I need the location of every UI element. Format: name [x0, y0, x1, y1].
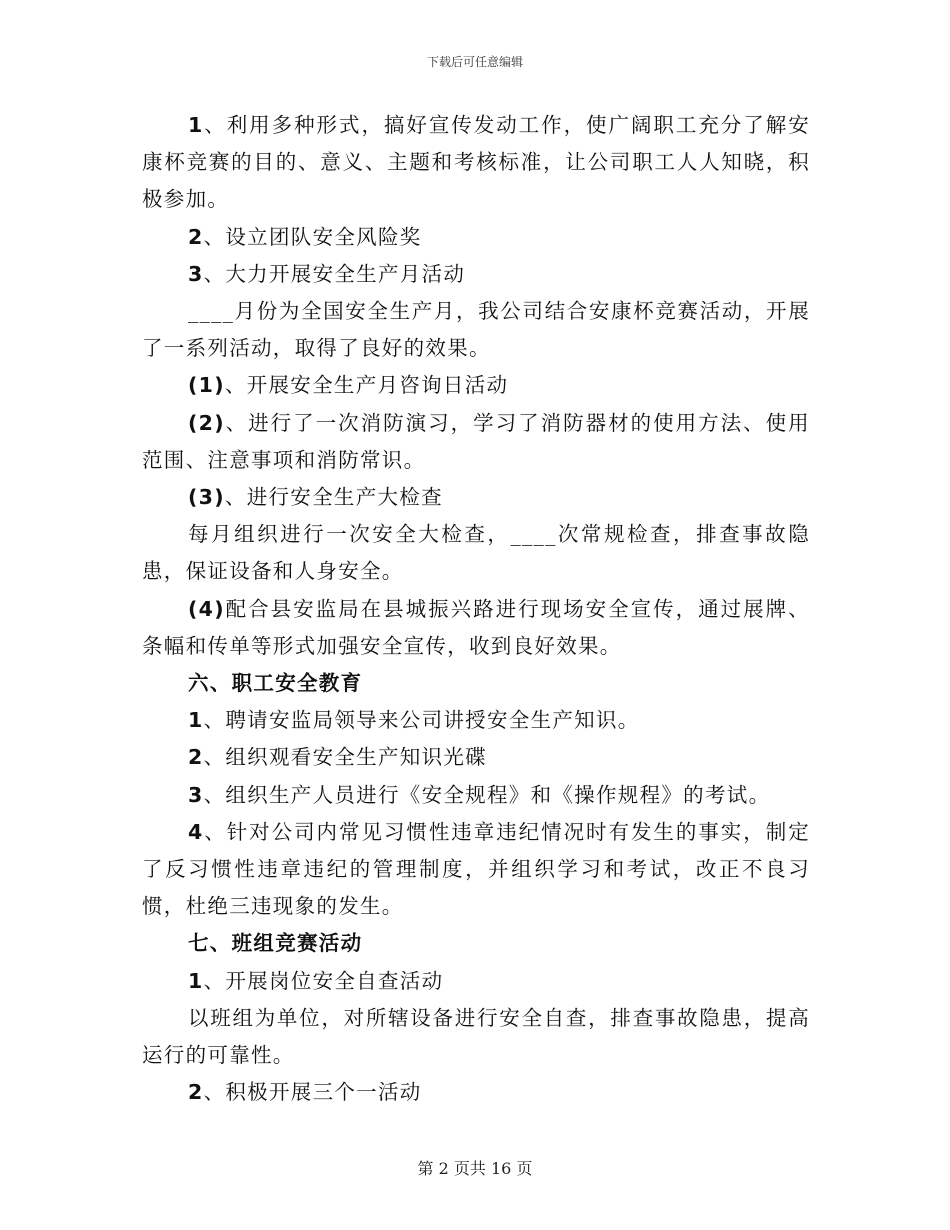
paragraph-text: 、开展安全生产月咨询日活动	[224, 373, 509, 398]
paragraph	[142, 1000, 810, 1074]
item-number: 2	[188, 1080, 204, 1105]
item-number: 1	[188, 968, 204, 993]
item-number: 1	[188, 708, 204, 733]
item-number: 3	[188, 261, 204, 286]
paragraph	[142, 777, 810, 814]
paragraph-text: 、大力开展安全生产月活动	[203, 261, 466, 286]
paragraph	[142, 516, 810, 590]
paragraph-text: 、设立团队安全风险奖	[203, 224, 422, 249]
item-number: 1	[188, 113, 204, 137]
paragraph-text: 、组织生产人员进行《安全规程》和《操作规程》的考试。	[203, 782, 771, 807]
paragraph-text: 、进行了一次消防演习，学习了消防器材的使用方法、使用范围、注意事项和消防常识。	[142, 410, 810, 472]
paragraph	[142, 405, 810, 479]
page-header: 下载后可任意编辑	[426, 55, 523, 69]
paragraph	[142, 591, 810, 665]
item-number: 3	[188, 782, 204, 807]
paragraph	[142, 107, 810, 219]
item-number: (1)	[188, 373, 225, 398]
paragraph-text: 、利用多种形式，搞好宣传发动工作，使广阔职工充分了解安康杯竞赛的目的、意义、主题和考核标准，让公司职工人人知晓，积极参加。	[142, 113, 810, 212]
paragraph	[142, 702, 810, 739]
paragraph-text: 、聘请安监局领导来公司讲授安全生产知识。	[203, 708, 640, 733]
paragraph-text: 、进行安全生产大检查	[224, 485, 443, 510]
paragraph-text: 以班组为单位，对所辖设备进行安全自查，排查事故隐患，提高运行的可靠性。	[142, 1005, 810, 1068]
section-heading	[142, 925, 810, 962]
paragraph	[142, 739, 810, 776]
paragraph-text: ____月份为全国安全生产月，我公司结合安康杯竞赛活动，开展了一系列活动，取得了良好的效果。	[142, 299, 810, 361]
paragraph	[142, 256, 810, 293]
paragraph-text: 、开展岗位安全自查活动	[203, 968, 444, 993]
item-number: (2)	[188, 410, 225, 435]
page-footer: 第 2 页共 16 页	[417, 1159, 533, 1178]
item-number: 4	[188, 819, 204, 844]
paragraph	[142, 293, 810, 367]
item-number: (3)	[188, 485, 225, 510]
paragraph	[142, 219, 810, 256]
item-number: 2	[188, 224, 204, 249]
item-number: 2	[188, 745, 204, 770]
paragraph-text: 每月组织进行一次安全大检查，____次常规检查，排查事故隐患，保证设备和人身安全。	[142, 522, 810, 584]
paragraph-text: 、组织观看安全生产知识光碟	[203, 745, 487, 770]
paragraph	[142, 963, 810, 1000]
paragraph	[142, 814, 810, 926]
paragraph-text: 配合县安监局在县城振兴路进行现场安全宣传，通过展牌、条幅和传单等形式加强安全宣传，收到良好效果。	[142, 596, 810, 658]
paragraph	[142, 479, 810, 516]
paragraph-text: 、积极开展三个一活动	[203, 1080, 422, 1105]
heading-text: 六、职工安全教育	[188, 671, 363, 696]
heading-text: 七、班组竞赛活动	[188, 931, 363, 956]
item-number: (4)	[188, 596, 225, 621]
paragraph-text: 、针对公司内常见习惯性违章违纪情况时有发生的事实，制定了反习惯性违章违纪的管理制度，并组织学习和考试，改正不良习惯，杜绝三违现象的发生。	[142, 819, 810, 919]
paragraph	[142, 367, 810, 404]
document-body	[142, 107, 810, 1111]
paragraph	[142, 1074, 810, 1111]
section-heading	[142, 665, 810, 702]
